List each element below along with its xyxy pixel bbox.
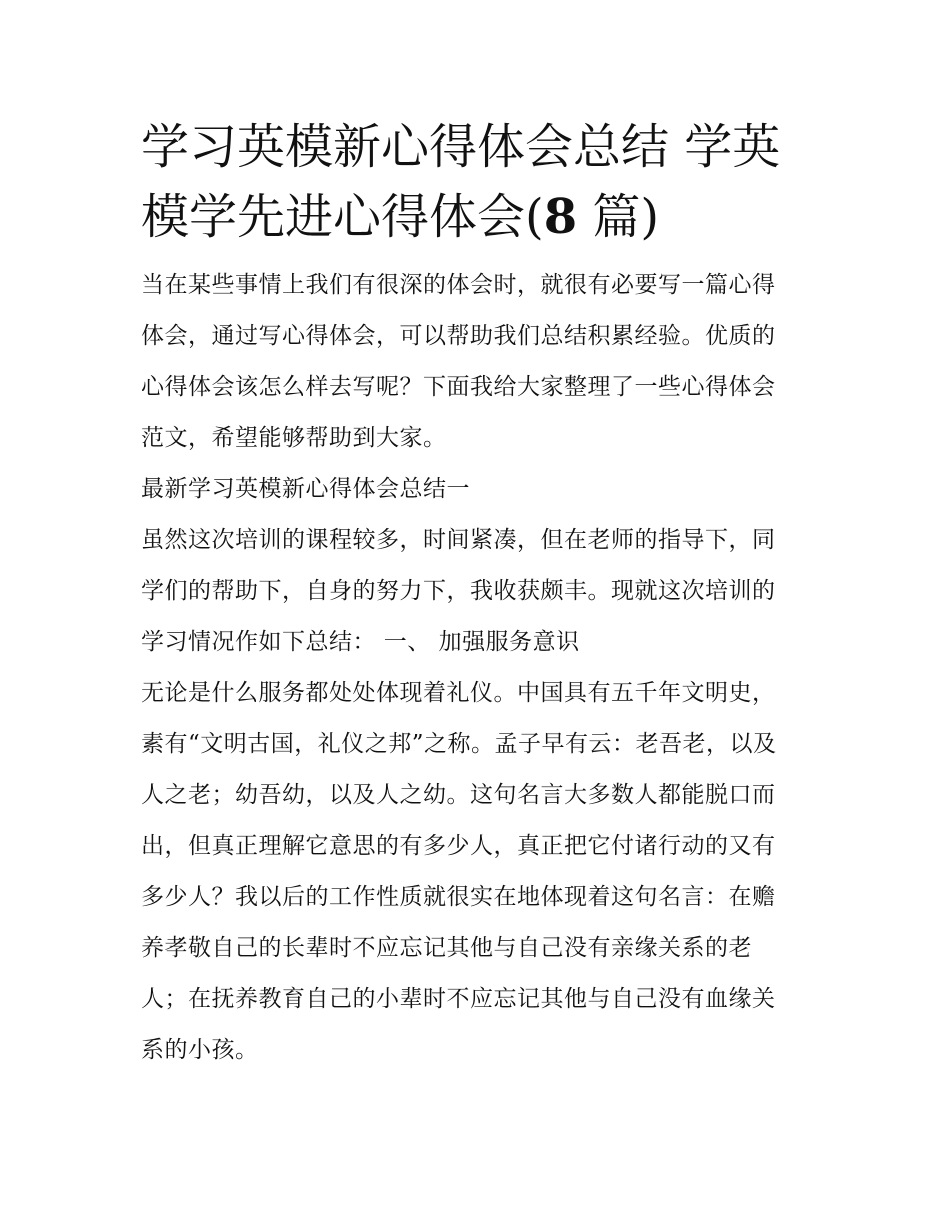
body-paragraph-2	[141, 668, 815, 1076]
title-line-2-prefix: 模学先进心得体会(	[141, 189, 544, 245]
intro-line: 当在某些事情上我们有很深的体会时，就很有必要写一篇心得	[141, 272, 776, 298]
intro-line: 心得体会该怎么样去写呢？下面我给大家整理了一些心得体会	[141, 374, 776, 400]
body-line: 素有“文明古国，礼仪之邦”之称。孟子早有云：老吾老，以及	[141, 731, 777, 757]
document-page	[141, 112, 815, 1076]
section-heading: 最新学习英模新心得体会总结一	[141, 476, 470, 502]
body-line: 养孝敬自己的长辈时不应忘记其他与自己没有亲缘关系的老	[141, 935, 752, 961]
intro-line: 体会，通过写心得体会，可以帮助我们总结积累经验。优质的	[141, 323, 776, 349]
body-line: 系的小孩。	[141, 1037, 259, 1063]
intro-line: 范文，希望能够帮助到大家。	[141, 425, 447, 451]
title-line-1: 学习英模新心得体会总结 学英	[141, 119, 781, 175]
body-line: 学们的帮助下，自身的努力下，我收获颇丰。现就这次培训的	[141, 578, 776, 604]
title-line-2-suffix: 篇)	[577, 189, 660, 245]
body-line: 人之老；幼吾幼，以及人之幼。这句名言大多数人都能脱口而	[141, 782, 776, 808]
body-line: 多少人？我以后的工作性质就很实在地体现着这句名言：在赡	[141, 884, 776, 910]
body-paragraph-1	[141, 515, 815, 668]
body-line: 学习情况作如下总结： 一、 加强服务意识	[141, 629, 580, 655]
document-title	[141, 112, 815, 252]
body-line: 出，但真正理解它意思的有多少人，真正把它付诸行动的又有	[141, 833, 776, 859]
section-heading-block	[141, 464, 815, 515]
title-line-2	[141, 182, 815, 252]
title-article-count: 8	[543, 189, 578, 245]
body-line: 虽然这次培训的课程较多，时间紧凑，但在老师的指导下，同	[141, 527, 776, 553]
body-line: 人；在抚养教育自己的小辈时不应忘记其他与自己没有血缘关	[141, 986, 776, 1012]
body-line: 无论是什么服务都处处体现着礼仪。中国具有五千年文明史，	[141, 680, 776, 706]
intro-paragraph	[141, 260, 815, 464]
